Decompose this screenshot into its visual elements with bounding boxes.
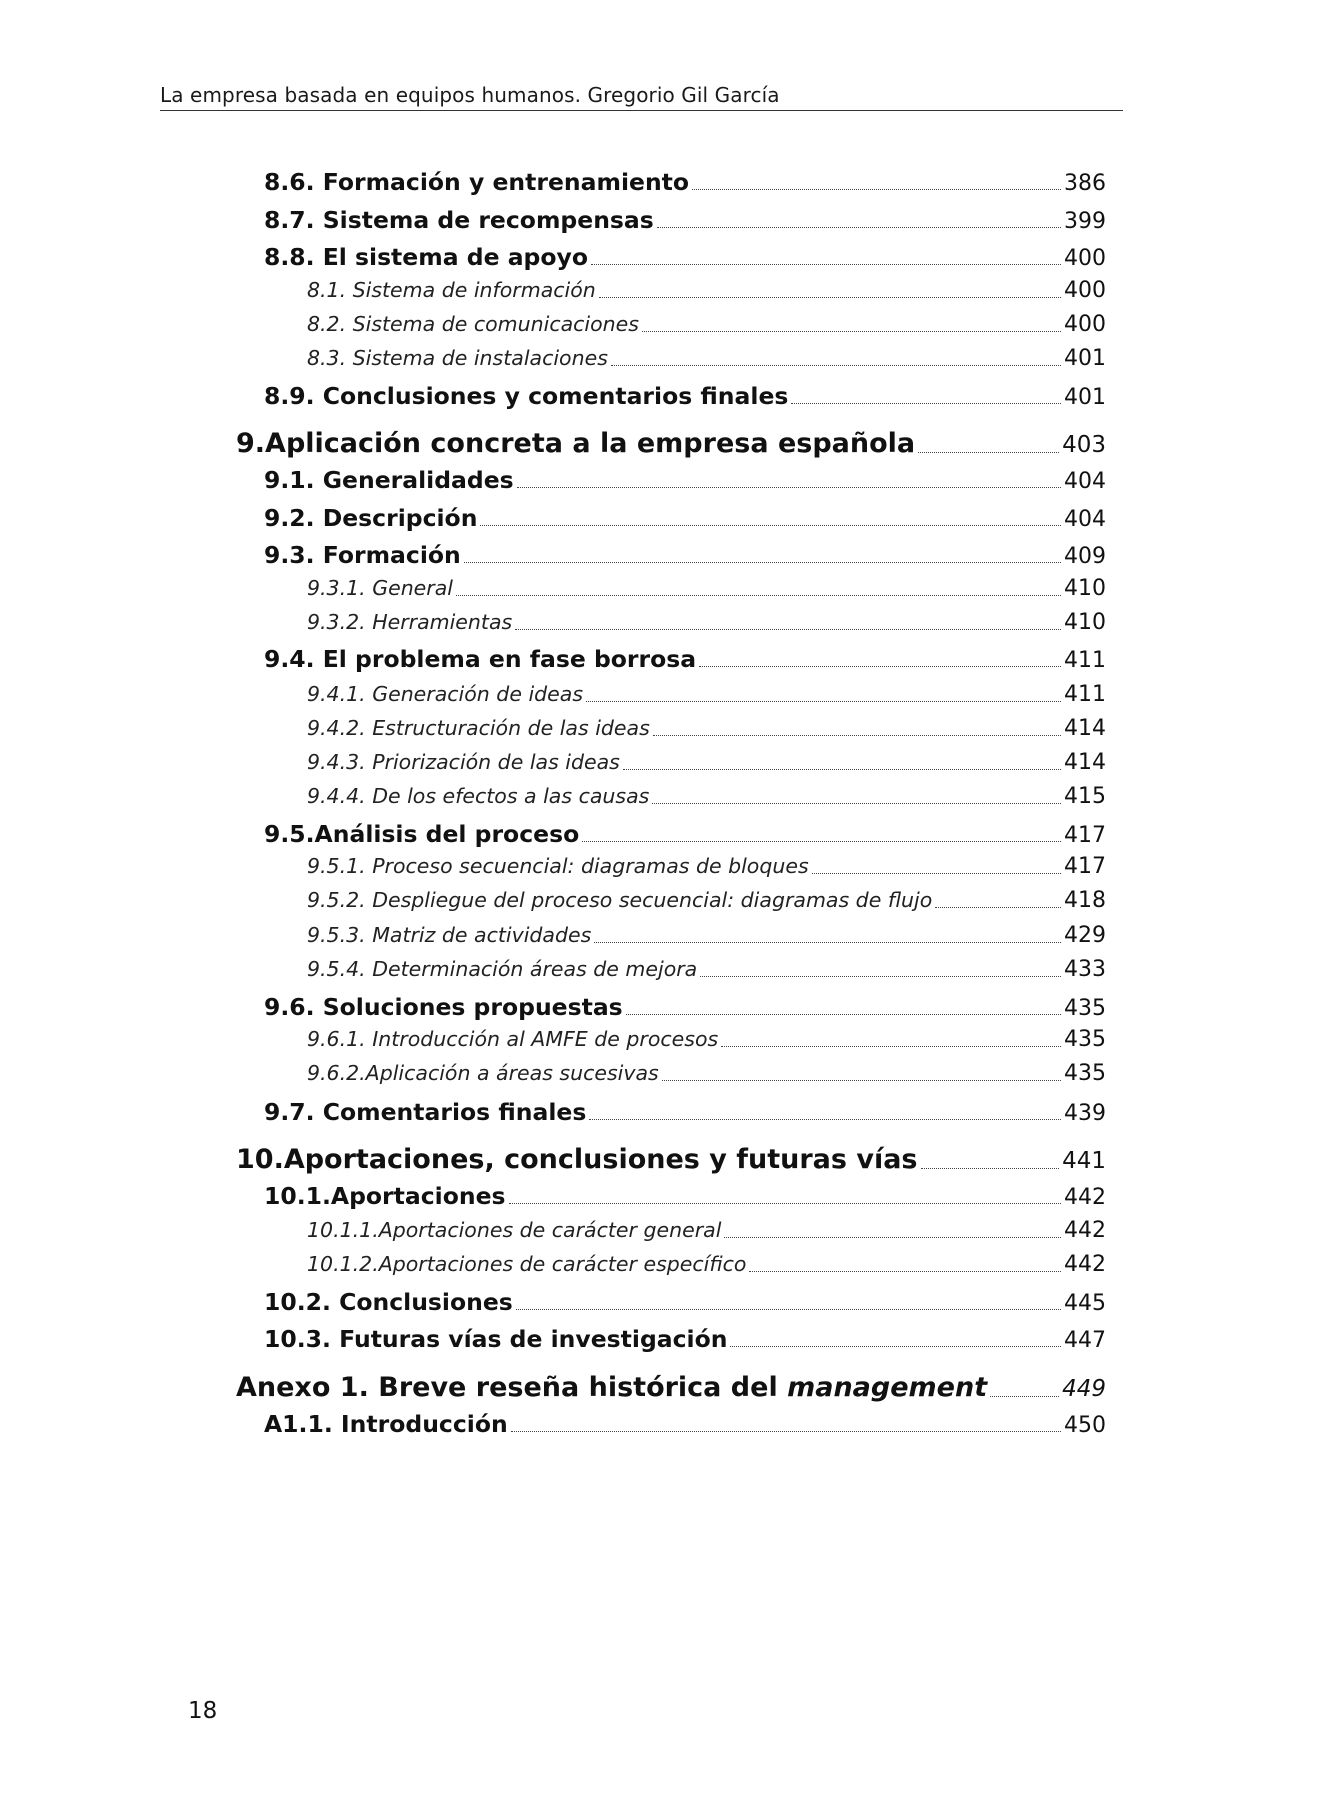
dot-leader (653, 734, 1061, 736)
toc-entry[interactable] (264, 993, 1106, 1021)
toc-entry-page: 410 (1064, 576, 1106, 601)
toc-entry-title (264, 466, 514, 494)
toc-entry-title (264, 504, 477, 532)
toc-entry-title-text: 9.5.2. Despliegue del proceso secuencial: diagramas de flujo (307, 888, 933, 912)
toc-entry-page: 414 (1064, 750, 1106, 775)
toc-entry-page: 435 (1064, 996, 1106, 1021)
toc-entry-title-text: 9.Aplicación concreta a la empresa española (236, 428, 916, 459)
toc-entry[interactable] (307, 957, 1106, 982)
toc-entry-title-text: Anexo 1. Breve reseña histórica del (236, 1372, 788, 1403)
dot-leader (582, 840, 1061, 842)
toc-entry-page: 409 (1064, 544, 1106, 569)
toc-entry-title (264, 206, 654, 234)
toc-entry-title (307, 923, 591, 947)
toc-entry[interactable] (307, 1252, 1106, 1277)
toc-entry-page: 411 (1064, 682, 1106, 707)
dot-leader (516, 1308, 1061, 1310)
toc-entry-title-italic: management (787, 1372, 988, 1403)
toc-entry[interactable] (236, 428, 1106, 459)
toc-entry-title-text: 10.Aportaciones, conclusiones y futuras vías (236, 1144, 918, 1175)
toc-entry-title (307, 750, 620, 774)
toc-entry-page: 418 (1064, 888, 1106, 913)
toc-entry-page: 435 (1064, 1027, 1106, 1052)
toc-entry-title-text: 9.4.4. De los efectos a las causas (307, 784, 650, 808)
toc-entry-title (264, 1288, 513, 1316)
toc-entry-page: 417 (1064, 823, 1106, 848)
toc-entry-title-text: 9.6.1. Introducción al AMFE de procesos (307, 1027, 719, 1051)
toc-entry-page: 441 (1062, 1148, 1106, 1174)
toc-entry[interactable] (264, 1288, 1106, 1316)
toc-entry-title (264, 1098, 586, 1126)
toc-entry-title-text: 8.2. Sistema de comunicaciones (307, 312, 639, 336)
dot-leader (464, 561, 1061, 563)
toc-entry-title (264, 541, 461, 569)
dot-leader (626, 1013, 1061, 1015)
dot-leader (611, 364, 1061, 366)
toc-entry[interactable] (264, 820, 1106, 848)
toc-entry-title (307, 278, 596, 302)
dot-leader (480, 524, 1061, 526)
toc-entry-page: 404 (1064, 469, 1106, 494)
dot-leader (662, 1079, 1061, 1081)
toc-entry-page: 401 (1064, 346, 1106, 371)
dot-leader (730, 1345, 1061, 1347)
dot-leader (589, 1118, 1061, 1120)
toc-entry-page: 442 (1064, 1252, 1106, 1277)
running-header-title: La empresa basada en equipos humanos. Gregorio Gil García (160, 83, 780, 107)
toc-entry-title (307, 610, 512, 634)
toc-entry-title-text: 8.7. Sistema de recompensas (264, 206, 654, 234)
toc-entry-page: 429 (1064, 923, 1106, 948)
toc-entry-page: 442 (1064, 1218, 1106, 1243)
toc-entry-title (264, 993, 623, 1021)
toc-entry-title-text: 9.4.3. Priorización de las ideas (307, 750, 620, 774)
dot-leader (692, 188, 1061, 190)
toc-entry-title-text: A1.1. Introducción (264, 1410, 508, 1438)
dot-leader (515, 628, 1061, 630)
toc-entry-title-text: 9.5.4. Determinación áreas de mejora (307, 957, 698, 981)
toc-entry-title-text: 10.3. Futuras vías de investigación (264, 1325, 728, 1353)
toc-entry[interactable] (264, 466, 1106, 494)
dot-leader (749, 1270, 1061, 1272)
toc-entry-title-text: 8.8. El sistema de apoyo (264, 243, 588, 271)
toc-entry-title (307, 854, 809, 878)
toc-entry-title-text: 9.5.3. Matriz de actividades (307, 923, 592, 947)
toc-entry[interactable] (307, 610, 1106, 635)
toc-entry[interactable] (264, 1182, 1106, 1210)
toc-entry-page: 415 (1064, 784, 1106, 809)
toc-entry-page: 403 (1062, 432, 1106, 458)
toc-entry-page: 399 (1064, 209, 1106, 234)
toc-entry-title (264, 382, 788, 410)
dot-leader (591, 263, 1061, 265)
dot-leader (623, 768, 1061, 770)
toc-entry[interactable] (307, 1061, 1106, 1086)
toc-entry-title (264, 820, 579, 848)
toc-entry-title-text: 8.3. Sistema de instalaciones (307, 346, 608, 370)
dot-leader (699, 665, 1061, 667)
toc-entry-page: 449 (1062, 1376, 1106, 1402)
toc-entry-title (264, 1182, 506, 1210)
toc-entry-title-text: 9.3. Formación (264, 541, 461, 569)
toc-entry-title-text: 9.3.1. General (307, 576, 453, 600)
toc-entry-title-text: 8.1. Sistema de información (307, 278, 596, 302)
toc-entry[interactable] (264, 243, 1106, 271)
toc-entry-title (236, 1144, 918, 1175)
toc-entry[interactable] (307, 1027, 1106, 1052)
toc-entry-title (307, 682, 583, 706)
toc-entry-title (307, 957, 697, 981)
toc-entry[interactable] (264, 504, 1106, 532)
toc-entry-title-text: 9.5.1. Proceso secuencial: diagramas de bloques (307, 854, 809, 878)
toc-entry-title-text: 9.3.2. Herramientas (307, 610, 513, 634)
toc-entry[interactable] (307, 888, 1106, 913)
toc-entry[interactable] (307, 1218, 1106, 1243)
toc-entry[interactable] (307, 682, 1106, 707)
dot-leader (724, 1236, 1061, 1238)
toc-entry-title-text: 9.7. Comentarios finales (264, 1098, 587, 1126)
toc-entry-page: 414 (1064, 716, 1106, 741)
toc-entry-page: 401 (1064, 385, 1106, 410)
toc-entry-page: 404 (1064, 507, 1106, 532)
toc-entry-title (264, 645, 696, 673)
dot-leader (456, 594, 1061, 596)
toc-entry-page: 433 (1064, 957, 1106, 982)
toc-entry-title-text: 8.9. Conclusiones y comentarios finales (264, 382, 789, 410)
toc-entry[interactable] (307, 346, 1106, 371)
dot-leader (642, 330, 1061, 332)
toc-entry-page: 400 (1064, 312, 1106, 337)
toc-entry[interactable] (307, 854, 1106, 879)
toc-entry-title (264, 1410, 508, 1438)
toc-entry[interactable] (264, 382, 1106, 410)
toc-entry-title-text: 9.2. Descripción (264, 504, 478, 532)
toc-entry-title-text: 8.6. Formación y entrenamiento (264, 168, 690, 196)
dot-leader (586, 700, 1061, 702)
toc-entry-page: 447 (1064, 1328, 1106, 1353)
toc-entry-title (307, 1027, 718, 1051)
toc-entry-page: 442 (1064, 1185, 1106, 1210)
toc-entry[interactable] (307, 716, 1106, 741)
toc-entry-title-text: 9.6.2.Aplicación a áreas sucesivas (307, 1061, 659, 1085)
toc-entry-page: 445 (1064, 1291, 1106, 1316)
toc-entry-page: 411 (1064, 648, 1106, 673)
toc-entry-title-text: 9.4.1. Generación de ideas (307, 682, 584, 706)
toc-entry-title (307, 1218, 721, 1242)
toc-entry-title (307, 784, 649, 808)
toc-entry-page: 450 (1064, 1413, 1106, 1438)
toc-entry-title (264, 243, 588, 271)
dot-leader (509, 1202, 1061, 1204)
toc-entry-title (264, 168, 689, 196)
dot-leader (652, 802, 1061, 804)
toc-entry-page: 410 (1064, 610, 1106, 635)
toc-entry[interactable] (264, 206, 1106, 234)
dot-leader (511, 1430, 1061, 1432)
toc-entry-page: 386 (1064, 171, 1106, 196)
toc-entry-title-text: 9.4.2. Estructuración de las ideas (307, 716, 650, 740)
toc-entry[interactable] (264, 1325, 1106, 1353)
dot-leader (918, 451, 1059, 453)
toc-entry-page: 435 (1064, 1061, 1106, 1086)
toc-entry-title (236, 1372, 987, 1403)
toc-entry[interactable] (264, 168, 1106, 196)
toc-entry[interactable] (307, 576, 1106, 601)
dot-leader (517, 486, 1061, 488)
dot-leader (700, 975, 1061, 977)
toc-entry[interactable] (307, 278, 1106, 303)
toc-entry[interactable] (264, 541, 1106, 569)
toc-entry[interactable] (307, 312, 1106, 337)
toc-entry[interactable] (264, 1410, 1106, 1438)
toc-entry-title-text: 10.1.1.Aportaciones de carácter general (307, 1218, 722, 1242)
toc-entry-title-text: 10.2. Conclusiones (264, 1288, 513, 1316)
dot-leader (594, 941, 1061, 943)
toc-entry[interactable] (236, 1144, 1106, 1175)
page-number: 18 (188, 1698, 218, 1724)
toc-entry-title-text: 9.5.Análisis del proceso (264, 820, 580, 848)
dot-leader (657, 226, 1061, 228)
toc-entry-title (264, 1325, 727, 1353)
toc-entry-title-text: 9.4. El problema en fase borrosa (264, 645, 697, 673)
toc-entry[interactable] (236, 1372, 1106, 1403)
toc-entry-page: 417 (1064, 854, 1106, 879)
toc-entry-title (307, 1252, 746, 1276)
toc-entry-page: 400 (1064, 278, 1106, 303)
toc-entry-title (307, 312, 639, 336)
toc-entry[interactable] (307, 923, 1106, 948)
toc-entry-page: 400 (1064, 246, 1106, 271)
toc-entry-title (307, 716, 650, 740)
toc-entry-title-text: 9.1. Generalidades (264, 466, 514, 494)
toc-entry[interactable] (264, 1098, 1106, 1126)
toc-entry-title (236, 428, 915, 459)
toc-entry-title (307, 576, 453, 600)
dot-leader (721, 1045, 1061, 1047)
toc-entry-title (307, 346, 608, 370)
dot-leader (599, 296, 1061, 298)
toc-entry-title-text: 10.1.2.Aportaciones de carácter específico (307, 1252, 747, 1276)
toc-entry[interactable] (264, 645, 1106, 673)
toc-entry-title (307, 888, 932, 912)
dot-leader (921, 1167, 1060, 1169)
dot-leader (990, 1395, 1059, 1397)
toc-entry-page: 439 (1064, 1101, 1106, 1126)
toc-entry[interactable] (307, 784, 1106, 809)
dot-leader (935, 906, 1061, 908)
toc-entry[interactable] (307, 750, 1106, 775)
toc-entry-title-text: 9.6. Soluciones propuestas (264, 993, 623, 1021)
dot-leader (791, 402, 1061, 404)
dot-leader (812, 872, 1061, 874)
toc-entry-title (307, 1061, 659, 1085)
toc-entry-title-text: 10.1.Aportaciones (264, 1182, 506, 1210)
